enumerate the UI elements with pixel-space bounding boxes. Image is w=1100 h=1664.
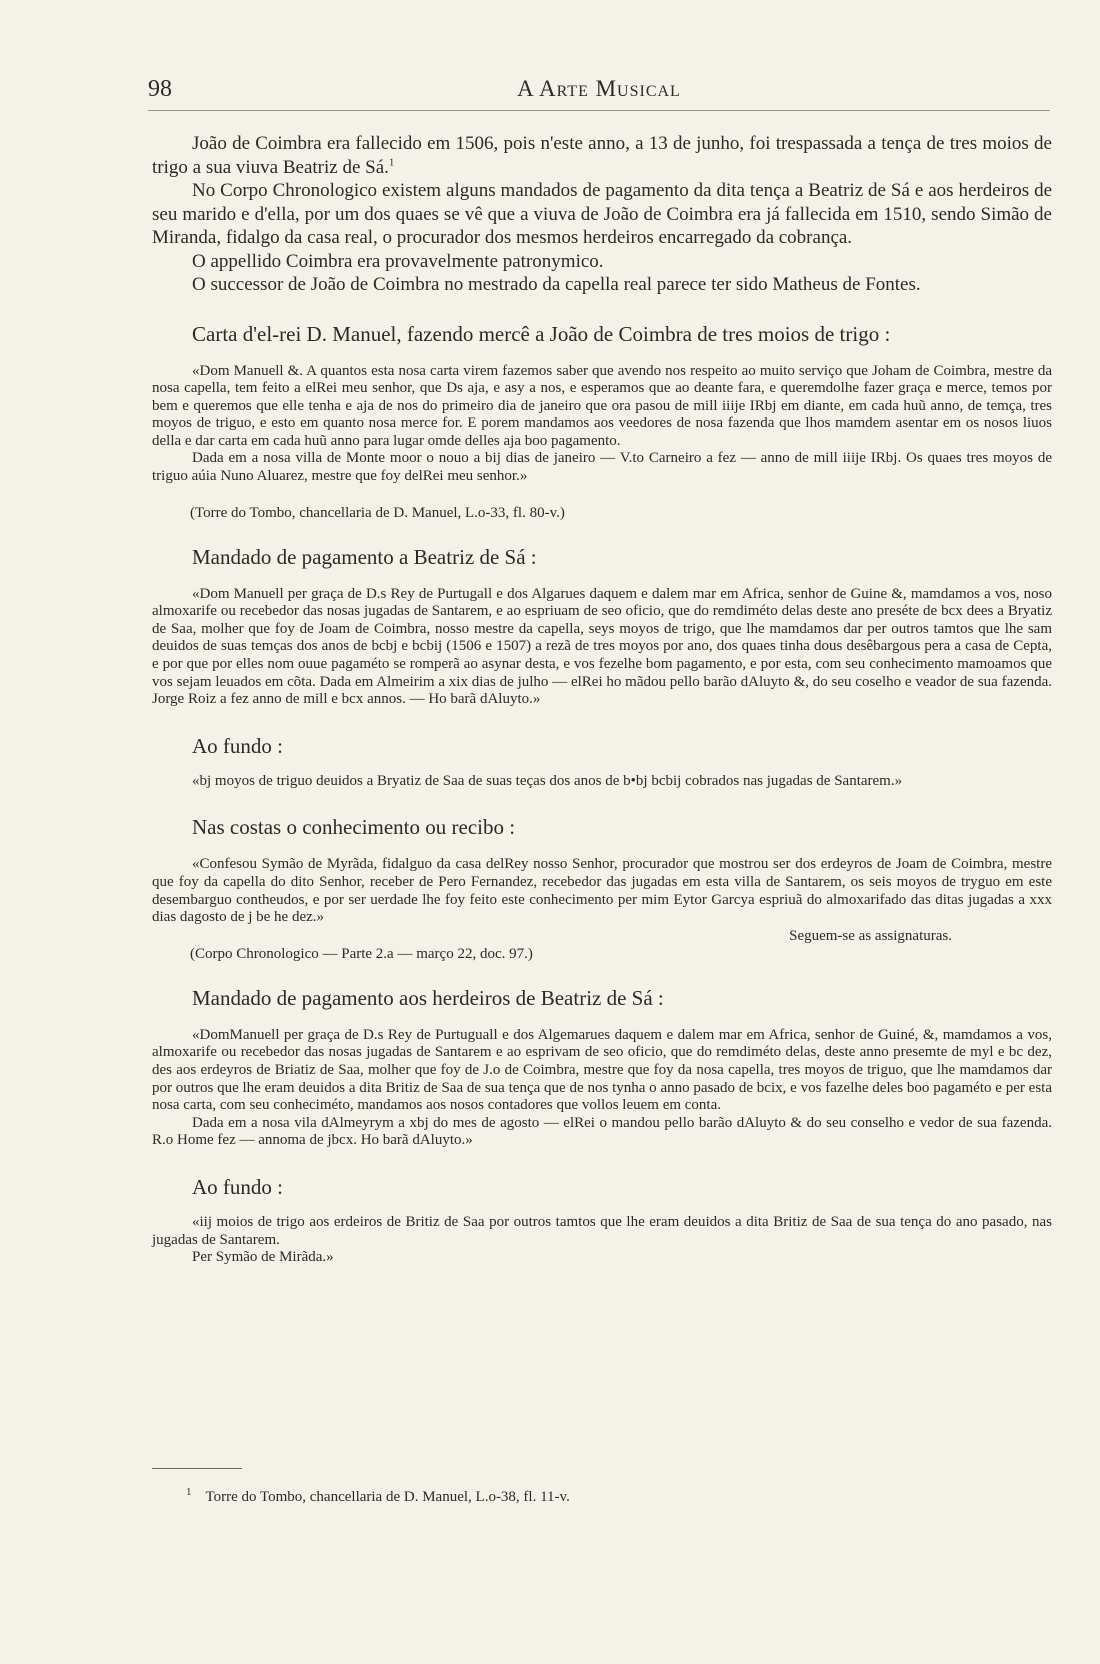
document-quote-mandado-beatriz: «Dom Manuell per graça de D.s Rey de Purtugall e dos Algarues daquem e dalem mar em Africa, senhor de Guine &, mamdamos a vos, noso almoxarife ou recebedor das nosas jugadas de Santarem, e ao espriuam de seo oficio, que do remdiméto delas deste ano preséte de bcx dees a Bryatiz de Saa, molher que foy de Joam de Coimbra, nosso mestre da capella, seys moyos de trigo, que lhe mamdamos dar per outros tamtos que lhe sam deuidos de suas temças dos anos de bcbj e bcbij (1506 e 1507) a rezã de tres moyos por ano, dos quaes tinha dous desêbargous pera a casa de Cepta, e por que por elles nom ouue pagaméto se romperã ao asynar desta, e vos fezelhe bom pagamento, e por esta, com seu conhecimento mamoamos que vos sejam leuados em cõta. Dada em Almeirim a xix dias de julho — elRei ho mãdou pello barão dAluyto &, do seu coselho e veador de sua fazenda. Jorge Roiz a fez anno de mill e bcx annos. — Ho barã dAluyto.» bbox=[152, 585, 1052, 708]
section-heading-recibo: Nas costas o conhecimento ou recibo : bbox=[192, 815, 516, 840]
running-title: A Arte Musical bbox=[517, 76, 681, 101]
document-quote-ao-fundo-1: «bj moyos de triguo deuidos a Bryatiz de Saa de suas teças dos anos de b•bj bcbij cobrados nas jugadas de Santarem.» bbox=[192, 772, 903, 789]
footnote-reference: 1 bbox=[388, 156, 395, 169]
intro-paragraph-3: O appellido Coimbra era provavelmente patronymico. bbox=[192, 250, 604, 272]
document-quote-carta: «Dom Manuell &. A quantos esta nosa carta virem fazemos saber que avendo nos respeito ao muito serviço que Joham de Coimbra, mestre da nosa capella, tem feito a elRei meu senhor, que Ds aja, e asy a nos, e esperamos que ao deante fara, e queremdolhe fazer graça e merce, temos por bem e queremos que elle tenha e aja de nos do primeiro dia de janeiro que ora pasou de mill iiije IRbj em diante, em cada huũ anno, de temça, tres moyos de triguo, e esto em quanto nosa merce for. E porem mandamos aos veedores de nosa fazenda que lhos mamdem asentar em os nosos liuos della e dar carta em cada huũ anno para lugar omde delles aja boo pagamento. bbox=[152, 362, 1052, 449]
page-number: 98 bbox=[148, 76, 172, 102]
document-quote-ao-fundo-2: «iij moios de trigo aos erdeiros de Britiz de Saa por outros tamtos que lhe eram deuidos a dita Britiz de Saa de sua tença do ano pasado, nas jugadas de Santarem. bbox=[152, 1213, 1052, 1248]
section-heading-ao-fundo-2: Ao fundo : bbox=[192, 1174, 283, 1199]
page-content bbox=[152, 132, 1052, 1267]
intro-paragraph-1 bbox=[152, 132, 1052, 179]
page-header bbox=[148, 76, 1050, 111]
section-heading-mandado-beatriz: Mandado de pagamento a Beatriz de Sá : bbox=[192, 544, 537, 569]
intro-paragraph-4: O successor de João de Coimbra no mestrado da capella real parece ter sido Matheus de Fontes. bbox=[192, 274, 921, 295]
document-quote-ao-fundo-2-signature: Per Symão de Mirãda.» bbox=[192, 1249, 334, 1266]
source-citation-carta: (Torre do Tombo, chancellaria de D. Manuel, L.o-33, fl. 80-v.) bbox=[190, 504, 565, 521]
source-citation-recibo: (Corpo Chronologico — Parte 2.a — março 22, doc. 97.) bbox=[190, 945, 533, 962]
document-quote-mandado-herdeiros-dating: Dada em a nosa vila dAlmeyrym a xbj do mes de agosto — elRei o mandou pello barão dAluyto & do seu conselho e vedor de sua fazenda. R.o Home fez — annoma de jbcx. Ho barã dAluyto.» bbox=[152, 1114, 1052, 1149]
signatures-note: Seguem-se as assignaturas. bbox=[789, 927, 952, 944]
paragraph-text: João de Coimbra era fallecido em 1506, pois n'este anno, a 13 de junho, foi trespassada a tença de tres moios de trigo a sua viuva Beatriz de Sá. bbox=[152, 133, 1052, 178]
footnote-divider bbox=[152, 1468, 242, 1469]
document-quote-carta-dating: Dada em a nosa villa de Monte moor o nouo a bij dias de janeiro — V.to Carneiro a fez — anno de mill iiije IRbj. Os quaes tres moyos de triguo aúia Nuno Aluarez, mestre que foy delRei meu senhor.» bbox=[152, 450, 1052, 485]
footnote-text: Torre do Tombo, chancellaria de D. Manuel, L.o-38, fl. 11-v. bbox=[205, 1489, 570, 1505]
document-quote-mandado-herdeiros: «DomManuell per graça de D.s Rey de Purtuguall e dos Algemarues daquem e dalem mar em Africa, senhor de Guiné, &, mamdamos a vos, almoxarife ou recebedor das nosas jugadas de Santarem e ao esprivam de seo oficio, que do remdiméto delas, deste anno presemte de myl e bc dez, des aos erdeyros de Briatiz de Saa, molher que foy de J.o de Coimbra, mestre que foy da nosa capella, tres moyos de triguo, que lhe mamdamos dar por outros que lhe eram deuidos a dita Britiz de Saa de sua tença que de nos tynha o anno pasado de bcix, e vos fazelhe deles boo pagaméto e per esta nosa carta, com seu conheciméto, mandamos aos nosos contadores que vollos leuem em conta. bbox=[152, 1026, 1052, 1114]
document-quote-recibo: «Confesou Symão de Myrãda, fidalguo da casa delRey nosso Senhor, procurador que mostrou ser dos erdeyros de Joam de Coimbra, mestre que foy da capella do dito Senhor, receber de Pero Fernandez, recebedor das jugadas em esta villa de Santarem, os seis moyos de tryguo em este desembarguo contheudos, e por ser uerdade lhe foy feito este conhecimento per mim Eytor Garcya espriuã do almoxarifado das ditas jugadas a xxx dias dagosto de j be he dez.» bbox=[152, 856, 1052, 926]
footnote-mark: 1 bbox=[186, 1486, 192, 1498]
section-heading-carta: Carta d'el-rei D. Manuel, fazendo mercê a João de Coimbra de tres moios de trigo : bbox=[192, 321, 891, 346]
section-heading-ao-fundo-1: Ao fundo : bbox=[192, 733, 283, 758]
intro-paragraph-2: No Corpo Chronologico existem alguns mandados de pagamento da dita tença a Beatriz de Sá e aos herdeiros de seu marido e d'ella, por um dos quaes se vê que a viuva de João de Coimbra era já fallecida em 1510, sendo Simão de Miranda, fidalgo da casa real, o procurador dos mesmos herdeiros encarregado da cobrança. bbox=[152, 180, 1052, 248]
footnote bbox=[186, 1486, 570, 1506]
section-heading-mandado-herdeiros: Mandado de pagamento aos herdeiros de Beatriz de Sá : bbox=[192, 985, 664, 1010]
